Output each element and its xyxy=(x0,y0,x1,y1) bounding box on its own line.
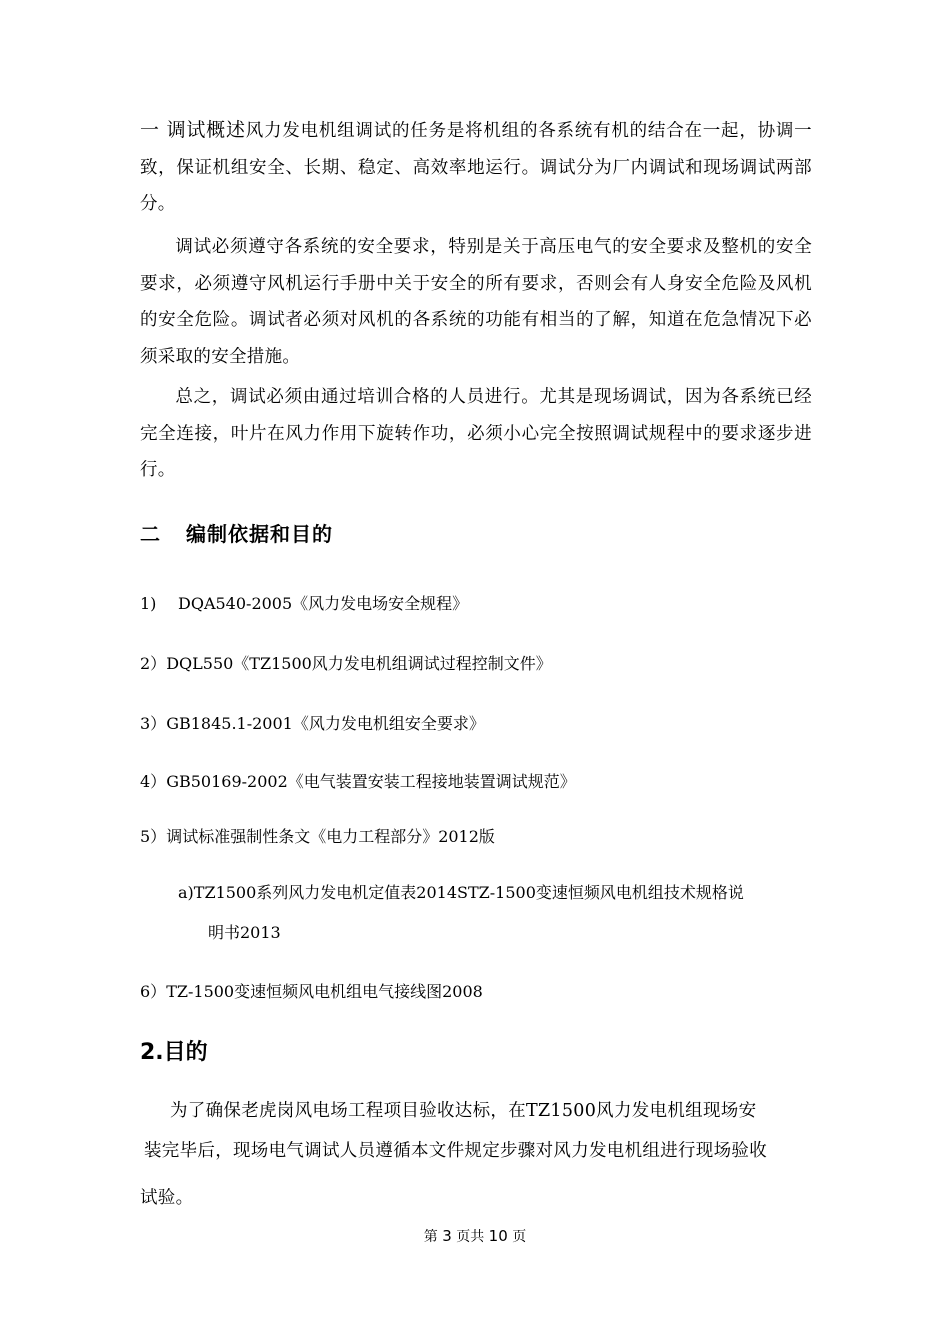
total-page-count: 10 xyxy=(488,1227,508,1245)
overview-text-2: 调试必须遵守各系统的安全要求，特别是关于高压电气的安全要求及整机的安全要求，必须遵守风机运行手册中关于安全的所有要求，否则会有人身安全危险及风机的安全危险。调试者必须对风机的各系统的功能有相当的了解，知道在危急情况下必须采取的安全措施。 xyxy=(140,237,812,367)
page-footer: 第 3 页共 10 页 xyxy=(423,1227,527,1245)
section-2-number: 二 xyxy=(140,522,161,546)
overview-paragraph-3 xyxy=(140,379,812,489)
reference-item-3: 3）GB1845.1-2001《风力发电机组安全要求》 xyxy=(140,714,485,733)
reference-item-5: 5）调试标准强制性条文《电力工程部分》2012版 xyxy=(140,827,495,846)
overview-text-3: 总之，调试必须由通过培训合格的人员进行。尤其是现场调试，因为各系统已经完全连接，叶片在风力作用下旋转作功，必须小心完全按照调试规程中的要求逐步进行。 xyxy=(140,387,812,480)
section-2-title: 编制依据和目的 xyxy=(186,522,333,546)
purpose-line-3: 试验。 xyxy=(140,1188,194,1208)
purpose-heading: 2.目的 xyxy=(140,1040,208,1065)
section-2-heading xyxy=(140,518,333,547)
reference-item-2: 2）DQL550《TZ1500风力发电机组调试过程控制文件》 xyxy=(140,654,552,673)
reference-item-4: 4）GB50169-2002《电气装置安装工程接地装置调试规范》 xyxy=(140,772,576,791)
purpose-line-2: 装完毕后，现场电气调试人员遵循本文件规定步骤对风力发电机组进行现场验收 xyxy=(144,1141,767,1161)
overview-text-1: 风力发电机组调试的任务是将机组的各系统有机的结合在一起，协调一致，保证机组安全、长期、稳定、高效率地运行。调试分为厂内调试和现场调试两部分。 xyxy=(140,121,812,214)
current-page-number: 3 xyxy=(442,1227,452,1245)
overview-paragraph-1 xyxy=(140,112,812,223)
section-1-heading: 一 调试概述 xyxy=(140,119,246,141)
reference-subitem-a: a)TZ1500系列风力发电机定值表2014STZ-1500变速恒频风电机组技术规格说 明书2013 xyxy=(178,883,744,942)
overview-paragraph-2 xyxy=(140,229,812,375)
reference-item-1: 1) DQA540-2005《风力发电场安全规程》 xyxy=(140,594,469,613)
reference-item-6: 6）TZ-1500变速恒频风电机组电气接线图2008 xyxy=(140,982,483,1001)
purpose-line-1: 为了确保老虎岗风电场工程项目验收达标，在TZ1500风力发电机组现场安 xyxy=(170,1101,757,1121)
